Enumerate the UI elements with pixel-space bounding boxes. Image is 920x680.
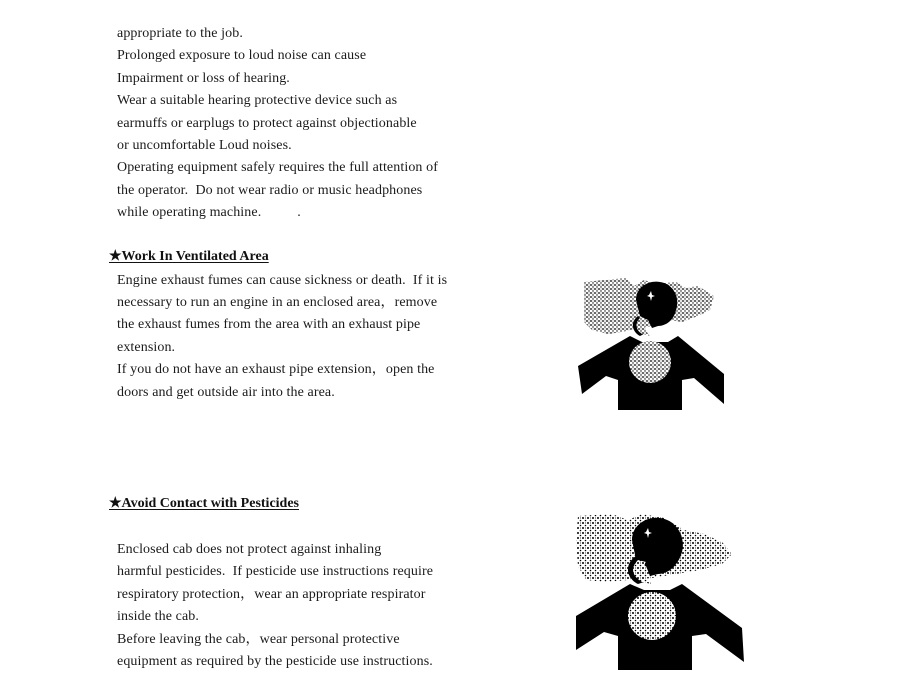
pesticide-inhalation-hazard-icon <box>572 512 748 674</box>
intro-line: Prolonged exposure to loud noise can cause <box>117 48 367 63</box>
intro-line: Impairment or loss of hearing. <box>117 71 290 86</box>
intro-line: or uncomfortable Loud noises. <box>117 138 292 153</box>
section-line: Engine exhaust fumes can cause sickness or death. If it is <box>117 273 448 288</box>
section-heading: ★Work In Ventilated Area <box>109 249 269 264</box>
section-line: necessary to run an engine in an enclosed area，remove <box>117 295 438 310</box>
section-line: extension. <box>117 340 176 355</box>
section-line: harmful pesticides. If pesticide use instructions require <box>117 564 434 579</box>
intro-line: appropriate to the job. <box>117 26 243 41</box>
section-line: Before leaving the cab，wear personal protective <box>117 632 400 647</box>
intro-line: while operating machine. . <box>117 205 301 220</box>
section-line: Enclosed cab does not protect against inhaling <box>117 542 382 557</box>
section-heading: ★Avoid Contact with Pesticides <box>109 496 299 511</box>
section-line: doors and get outside air into the area. <box>117 385 335 400</box>
section-line: inside the cab. <box>117 609 199 624</box>
intro-line: the operator. Do not wear radio or music headphones <box>117 183 423 198</box>
section-line: equipment as required by the pesticide use instructions. <box>117 654 433 669</box>
intro-line: Operating equipment safely requires the full attention of <box>117 160 438 175</box>
intro-line: earmuffs or earplugs to protect against objectionable <box>117 116 417 131</box>
section-line: the exhaust fumes from the area with an exhaust pipe <box>117 317 421 332</box>
section-line: If you do not have an exhaust pipe extension，open the <box>117 362 435 377</box>
intro-line: Wear a suitable hearing protective device such as <box>117 93 398 108</box>
section-line: respiratory protection，wear an appropriate respirator <box>117 587 426 602</box>
fume-inhalation-hazard-icon <box>578 276 730 412</box>
